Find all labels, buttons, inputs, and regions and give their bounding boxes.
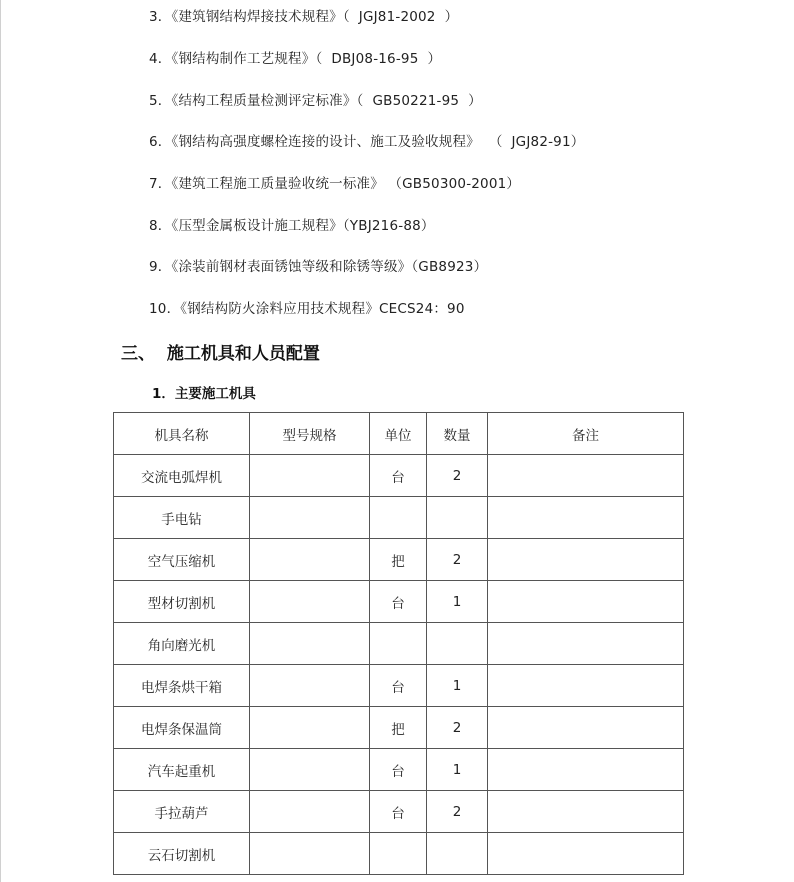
table-cell: 云石切割机 [114, 833, 250, 875]
table-cell [488, 455, 684, 497]
table-cell: 1 [427, 665, 488, 707]
table-cell: 手电钻 [114, 497, 250, 539]
table-cell [488, 581, 684, 623]
standard-item: 3．《建筑钢结构焊接技术规程》（ JGJ81-2002 ） [149, 9, 459, 25]
table-cell: 把 [370, 707, 427, 749]
table-cell [250, 539, 370, 581]
table-cell: 2 [427, 455, 488, 497]
table-cell: 电焊条保温筒 [114, 707, 250, 749]
header-cell: 数量 [427, 413, 488, 455]
table-cell [488, 791, 684, 833]
table-cell [250, 665, 370, 707]
standard-item: 8．《压型金属板设计施工规程》（YBJ216-88） [149, 218, 435, 234]
table-cell [250, 581, 370, 623]
table-cell: 台 [370, 455, 427, 497]
page-left-border [0, 0, 1, 882]
table-cell [250, 623, 370, 665]
table-cell [427, 623, 488, 665]
table-header-row [114, 413, 684, 455]
equipment-table [113, 412, 684, 875]
table-row [114, 497, 684, 539]
table-cell [370, 833, 427, 875]
standard-item: 6．《钢结构高强度螺栓连接的设计、施工及验收规程》 （ JGJ82-91） [149, 134, 585, 150]
table-cell [250, 497, 370, 539]
table-row [114, 665, 684, 707]
table-cell [370, 497, 427, 539]
header-cell: 机具名称 [114, 413, 250, 455]
header-cell: 单位 [370, 413, 427, 455]
table-cell: 交流电弧焊机 [114, 455, 250, 497]
table-row [114, 707, 684, 749]
table-cell: 台 [370, 749, 427, 791]
table-cell [427, 833, 488, 875]
table-cell: 电焊条烘干箱 [114, 665, 250, 707]
standard-item: 9．《涂装前钢材表面锈蚀等级和除锈等级》（GB8923） [149, 259, 488, 275]
table-cell [488, 497, 684, 539]
table-cell [370, 623, 427, 665]
standard-item: 5．《结构工程质量检测评定标准》（ GB50221-95 ） [149, 93, 482, 109]
table-cell [427, 497, 488, 539]
table-cell [250, 833, 370, 875]
subsection-heading: 1．主要施工机具 [152, 386, 256, 402]
table-cell: 1 [427, 581, 488, 623]
table-cell [250, 707, 370, 749]
table-cell: 汽车起重机 [114, 749, 250, 791]
standard-item: 10．《钢结构防火涂料应用技术规程》CECS24：90 [149, 301, 465, 317]
standard-item: 7．《建筑工程施工质量验收统一标准》 （GB50300-2001） [149, 176, 521, 192]
table-cell: 把 [370, 539, 427, 581]
table-cell: 空气压缩机 [114, 539, 250, 581]
table-cell: 角向磨光机 [114, 623, 250, 665]
table-row [114, 791, 684, 833]
table-cell [488, 623, 684, 665]
standard-item: 4．《钢结构制作工艺规程》（ DBJ08-16-95 ） [149, 51, 442, 67]
table-row [114, 539, 684, 581]
table-cell: 2 [427, 707, 488, 749]
table-cell [488, 539, 684, 581]
table-body [114, 455, 684, 875]
table-row [114, 581, 684, 623]
table-cell [250, 749, 370, 791]
table-row [114, 749, 684, 791]
table-row [114, 833, 684, 875]
table-cell [488, 833, 684, 875]
table-cell [488, 707, 684, 749]
table-cell [488, 665, 684, 707]
table-cell [250, 455, 370, 497]
table-row [114, 455, 684, 497]
table-cell [250, 791, 370, 833]
table-cell: 2 [427, 791, 488, 833]
table-cell [488, 749, 684, 791]
table-cell: 1 [427, 749, 488, 791]
table-cell: 台 [370, 791, 427, 833]
header-cell: 备注 [488, 413, 684, 455]
section-heading: 三、 施工机具和人员配置 [121, 344, 320, 364]
table-cell: 手拉葫芦 [114, 791, 250, 833]
header-cell: 型号规格 [250, 413, 370, 455]
table-cell: 台 [370, 665, 427, 707]
table-cell: 台 [370, 581, 427, 623]
table-cell: 2 [427, 539, 488, 581]
table-cell: 型材切割机 [114, 581, 250, 623]
table-row [114, 623, 684, 665]
